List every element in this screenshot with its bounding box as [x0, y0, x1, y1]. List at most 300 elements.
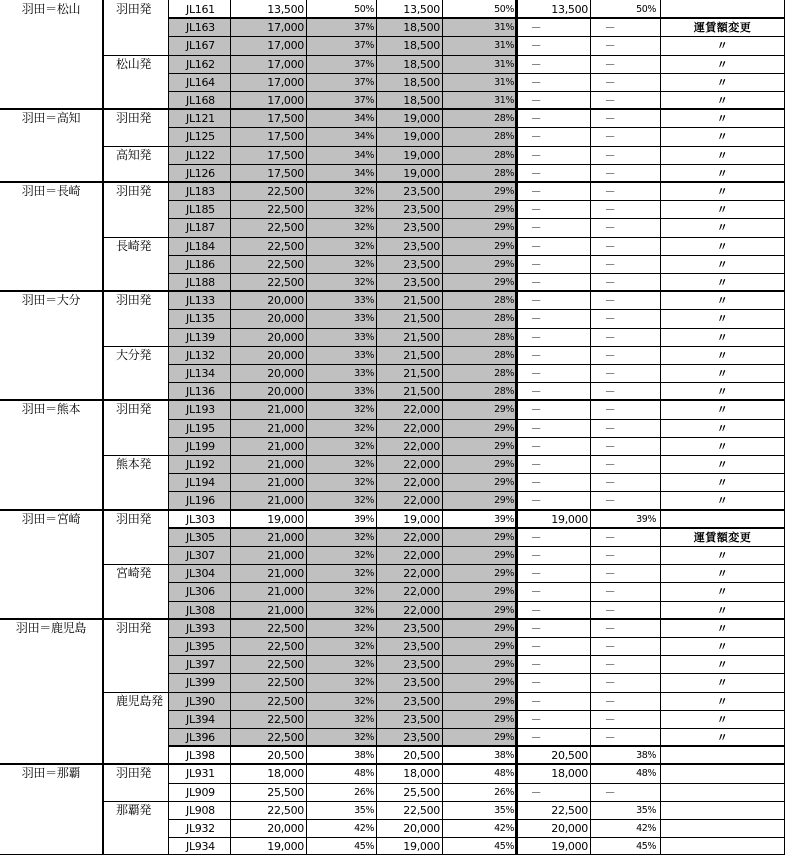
- flight-number: JL185: [186, 203, 215, 216]
- section-divider: [168, 745, 785, 747]
- route-divider: [0, 618, 785, 620]
- discount-3: －: [604, 531, 616, 544]
- ditto-mark: 〃: [716, 349, 729, 362]
- fare-1: 17,000: [267, 39, 304, 52]
- fare-3: －: [530, 494, 542, 507]
- fare-2: 19,000: [403, 112, 440, 125]
- fare-3: 19,000: [551, 840, 588, 853]
- discount-2: 38%: [494, 750, 514, 761]
- fare-3: －: [530, 221, 542, 234]
- fare-2: 25,500: [403, 786, 440, 799]
- direction-label: 羽田発: [116, 621, 152, 635]
- discount-2: 29%: [494, 495, 514, 506]
- fare-1: 20,000: [267, 822, 304, 835]
- flight-number: JL187: [186, 221, 215, 234]
- discount-2: 31%: [494, 95, 514, 106]
- fare-1: 22,500: [267, 731, 304, 744]
- column-divider: [102, 0, 104, 855]
- discount-2: 29%: [494, 550, 514, 561]
- fare-1: 20,000: [267, 367, 304, 380]
- fare-2: 22,000: [403, 494, 440, 507]
- row-divider: [168, 637, 785, 638]
- fare-2: 21,500: [403, 367, 440, 380]
- fare-1: 22,500: [267, 676, 304, 689]
- ditto-mark: 〃: [716, 112, 729, 125]
- discount-3: －: [604, 294, 616, 307]
- fare-2: 23,500: [403, 676, 440, 689]
- discount-1: 32%: [354, 477, 374, 488]
- route-label: 羽田＝那覇: [21, 766, 81, 780]
- section-divider: [168, 17, 785, 19]
- discount-3: －: [604, 494, 616, 507]
- ditto-mark: 〃: [716, 130, 729, 143]
- discount-3: －: [604, 567, 616, 580]
- ditto-mark: 〃: [716, 622, 729, 635]
- column-divider: [168, 0, 169, 855]
- discount-1: 37%: [354, 77, 374, 88]
- flight-number: JL932: [186, 822, 215, 835]
- flight-number: JL168: [186, 94, 215, 107]
- flight-number: JL161: [186, 3, 215, 16]
- direction-label: 羽田発: [116, 512, 152, 526]
- discount-1: 32%: [354, 659, 374, 670]
- discount-2: 29%: [494, 459, 514, 470]
- route-label: 羽田＝鹿児島: [15, 621, 87, 635]
- row-divider: [168, 710, 785, 711]
- fare-2: 23,500: [403, 731, 440, 744]
- fare-3: 18,000: [551, 767, 588, 780]
- fare-3: －: [530, 367, 542, 380]
- fare-1: 21,000: [267, 440, 304, 453]
- discount-3: －: [604, 731, 616, 744]
- fare-3: －: [530, 422, 542, 435]
- row-divider: [168, 491, 785, 492]
- discount-2: 29%: [494, 568, 514, 579]
- direction-label: 那覇発: [116, 803, 152, 817]
- discount-3: －: [604, 21, 616, 34]
- fare-1: 20,500: [267, 749, 304, 762]
- fare-3: －: [530, 294, 542, 307]
- discount-2: 31%: [494, 77, 514, 88]
- fare-3: －: [530, 549, 542, 562]
- discount-2: 31%: [494, 40, 514, 51]
- discount-3: －: [604, 112, 616, 125]
- discount-2: 28%: [494, 131, 514, 142]
- fare-3: 22,500: [551, 804, 588, 817]
- ditto-mark: 〃: [716, 312, 729, 325]
- discount-2: 29%: [494, 586, 514, 597]
- flight-number: JL303: [186, 513, 215, 526]
- fare-2: 23,500: [403, 640, 440, 653]
- discount-1: 32%: [354, 550, 374, 561]
- direction-label: 羽田発: [116, 184, 152, 198]
- flight-number: JL908: [186, 804, 215, 817]
- ditto-mark: 〃: [716, 76, 729, 89]
- discount-3: －: [604, 39, 616, 52]
- flight-number: JL399: [186, 676, 215, 689]
- flight-number: JL394: [186, 713, 215, 726]
- discount-1: 32%: [354, 696, 374, 707]
- fare-1: 21,000: [267, 531, 304, 544]
- flight-number: JL396: [186, 731, 215, 744]
- ditto-mark: 〃: [716, 367, 729, 380]
- direction-label: 鹿児島発: [116, 694, 163, 708]
- column-divider: [306, 0, 307, 855]
- discount-3: －: [604, 221, 616, 234]
- fare-3: －: [530, 622, 542, 635]
- direction-label: 大分発: [116, 348, 152, 362]
- row-divider: [168, 728, 785, 729]
- flight-number: JL306: [186, 585, 215, 598]
- fare-1: 17,000: [267, 94, 304, 107]
- flight-number: JL121: [186, 112, 215, 125]
- route-divider: [0, 181, 785, 183]
- ditto-mark: 〃: [716, 185, 729, 198]
- fare-1: 17,000: [267, 76, 304, 89]
- ditto-mark: 〃: [716, 167, 729, 180]
- row-divider: [168, 164, 785, 165]
- fare-1: 21,000: [267, 604, 304, 617]
- flight-number: JL199: [186, 440, 215, 453]
- column-divider: [660, 0, 661, 855]
- ditto-mark: 〃: [716, 58, 729, 71]
- fare-2: 18,500: [403, 76, 440, 89]
- fare-1: 21,000: [267, 422, 304, 435]
- flight-number: JL931: [186, 767, 215, 780]
- discount-2: 28%: [494, 295, 514, 306]
- discount-3: －: [604, 786, 616, 799]
- row-divider: [102, 692, 785, 693]
- discount-2: 28%: [494, 350, 514, 361]
- fare-2: 18,500: [403, 21, 440, 34]
- discount-1: 26%: [354, 787, 374, 798]
- fare-1: 22,500: [267, 185, 304, 198]
- flight-number: JL139: [186, 331, 215, 344]
- discount-3: －: [604, 604, 616, 617]
- direction-label: 羽田発: [116, 111, 152, 125]
- fare-3: －: [530, 385, 542, 398]
- fare-3: －: [530, 21, 542, 34]
- discount-2: 28%: [494, 168, 514, 179]
- ditto-mark: 〃: [716, 94, 729, 107]
- fare-3: －: [530, 531, 542, 544]
- fare-change-note: 運賃額変更: [693, 531, 752, 544]
- discount-1: 32%: [354, 423, 374, 434]
- fare-change-note: 運賃額変更: [693, 21, 752, 34]
- discount-3: －: [604, 713, 616, 726]
- discount-2: 50%: [494, 4, 514, 15]
- fare-3: －: [530, 58, 542, 71]
- flight-number: JL186: [186, 258, 215, 271]
- fare-1: 20,000: [267, 349, 304, 362]
- fare-1: 21,000: [267, 494, 304, 507]
- discount-3: －: [604, 658, 616, 671]
- fare-2: 23,500: [403, 185, 440, 198]
- fare-2: 22,000: [403, 567, 440, 580]
- discount-3: －: [604, 167, 616, 180]
- fare-3: －: [530, 167, 542, 180]
- row-divider: [168, 655, 785, 656]
- fare-2: 23,500: [403, 221, 440, 234]
- discount-1: 50%: [354, 4, 374, 15]
- route-label: 羽田＝高知: [21, 111, 81, 125]
- ditto-mark: 〃: [716, 294, 729, 307]
- discount-1: 32%: [354, 605, 374, 616]
- discount-1: 33%: [354, 313, 374, 324]
- discount-1: 32%: [354, 204, 374, 215]
- discount-2: 31%: [494, 22, 514, 33]
- discount-2: 26%: [494, 787, 514, 798]
- row-divider: [168, 328, 785, 329]
- ditto-mark: 〃: [716, 549, 729, 562]
- fare-3: －: [530, 567, 542, 580]
- discount-2: 42%: [494, 823, 514, 834]
- row-divider: [168, 255, 785, 256]
- discount-3: 48%: [636, 768, 656, 779]
- ditto-mark: 〃: [716, 331, 729, 344]
- ditto-mark: 〃: [716, 385, 729, 398]
- fare-2: 19,000: [403, 513, 440, 526]
- discount-3: －: [604, 185, 616, 198]
- discount-1: 34%: [354, 150, 374, 161]
- discount-1: 39%: [354, 514, 374, 525]
- fare-3: －: [530, 240, 542, 253]
- ditto-mark: 〃: [716, 713, 729, 726]
- fare-3: －: [530, 112, 542, 125]
- discount-1: 37%: [354, 22, 374, 33]
- route-label: 羽田＝大分: [21, 293, 81, 307]
- fare-2: 19,000: [403, 130, 440, 143]
- ditto-mark: 〃: [716, 149, 729, 162]
- fare-3: －: [530, 130, 542, 143]
- fare-3: －: [530, 604, 542, 617]
- discount-1: 33%: [354, 386, 374, 397]
- fare-1: 21,000: [267, 458, 304, 471]
- row-divider: [102, 55, 785, 56]
- fare-2: 21,500: [403, 312, 440, 325]
- discount-1: 32%: [354, 259, 374, 270]
- direction-label: 松山発: [116, 57, 152, 71]
- flight-number: JL135: [186, 312, 215, 325]
- discount-3: －: [604, 403, 616, 416]
- fare-2: 23,500: [403, 203, 440, 216]
- flight-number: JL195: [186, 422, 215, 435]
- discount-3: －: [604, 585, 616, 598]
- discount-1: 32%: [354, 222, 374, 233]
- discount-3: －: [604, 422, 616, 435]
- fare-1: 21,000: [267, 585, 304, 598]
- flight-number: JL934: [186, 840, 215, 853]
- row-divider: [102, 237, 785, 238]
- fare-1: 22,500: [267, 640, 304, 653]
- fare-3: 20,500: [551, 749, 588, 762]
- fare-1: 21,000: [267, 476, 304, 489]
- ditto-mark: 〃: [716, 203, 729, 216]
- fare-3: －: [530, 39, 542, 52]
- discount-2: 29%: [494, 204, 514, 215]
- discount-1: 35%: [354, 805, 374, 816]
- row-divider: [168, 673, 785, 674]
- fare-2: 20,500: [403, 749, 440, 762]
- row-divider: [168, 200, 785, 201]
- fare-3: －: [530, 695, 542, 708]
- fare-2: 18,500: [403, 58, 440, 71]
- discount-1: 33%: [354, 368, 374, 379]
- fare-1: 17,000: [267, 21, 304, 34]
- discount-2: 29%: [494, 696, 514, 707]
- discount-3: 45%: [636, 841, 656, 852]
- discount-3: －: [604, 385, 616, 398]
- direction-label: 羽田発: [116, 402, 152, 416]
- discount-3: －: [604, 676, 616, 689]
- discount-3: －: [604, 695, 616, 708]
- row-divider: [168, 36, 785, 37]
- fare-1: 21,000: [267, 567, 304, 580]
- discount-1: 34%: [354, 131, 374, 142]
- discount-3: －: [604, 76, 616, 89]
- fare-3: －: [530, 731, 542, 744]
- discount-3: －: [604, 622, 616, 635]
- discount-3: －: [604, 94, 616, 107]
- discount-3: －: [604, 349, 616, 362]
- ditto-mark: 〃: [716, 403, 729, 416]
- fare-2: 22,500: [403, 804, 440, 817]
- discount-1: 32%: [354, 495, 374, 506]
- discount-1: 37%: [354, 40, 374, 51]
- row-divider: [168, 582, 785, 583]
- fare-2: 23,500: [403, 658, 440, 671]
- ditto-mark: 〃: [716, 440, 729, 453]
- flight-number: JL390: [186, 695, 215, 708]
- row-divider: [168, 364, 785, 365]
- direction-label: 羽田発: [116, 293, 152, 307]
- fare-2: 19,000: [403, 167, 440, 180]
- direction-label: 羽田発: [116, 766, 152, 780]
- fare-1: 22,500: [267, 695, 304, 708]
- fare-1: 17,500: [267, 167, 304, 180]
- fare-2: 22,000: [403, 549, 440, 562]
- discount-1: 32%: [354, 404, 374, 415]
- fare-3: －: [530, 185, 542, 198]
- ditto-mark: 〃: [716, 695, 729, 708]
- row-divider: [168, 309, 785, 310]
- flight-number: JL183: [186, 185, 215, 198]
- discount-1: 32%: [354, 532, 374, 543]
- fare-2: 23,500: [403, 713, 440, 726]
- direction-label: 高知発: [116, 148, 152, 162]
- discount-3: －: [604, 240, 616, 253]
- flight-number: JL395: [186, 640, 215, 653]
- discount-2: 29%: [494, 277, 514, 288]
- fare-2: 21,500: [403, 294, 440, 307]
- fare-1: 22,500: [267, 804, 304, 817]
- route-divider: [0, 399, 785, 401]
- fare-3: －: [530, 640, 542, 653]
- route-divider: [0, 509, 785, 511]
- section-divider: [168, 527, 785, 529]
- discount-2: 39%: [494, 514, 514, 525]
- discount-1: 38%: [354, 750, 374, 761]
- direction-label: 長崎発: [116, 239, 152, 253]
- discount-2: 45%: [494, 841, 514, 852]
- fare-2: 20,000: [403, 822, 440, 835]
- fare-2: 22,000: [403, 531, 440, 544]
- ditto-mark: 〃: [716, 567, 729, 580]
- fare-3: 20,000: [551, 822, 588, 835]
- route-divider: [0, 290, 785, 292]
- fare-1: 22,500: [267, 622, 304, 635]
- direction-label: 宮崎発: [116, 566, 152, 580]
- fare-2: 21,500: [403, 331, 440, 344]
- discount-2: 29%: [494, 659, 514, 670]
- discount-2: 28%: [494, 150, 514, 161]
- flight-number: JL305: [186, 531, 215, 544]
- discount-1: 33%: [354, 332, 374, 343]
- fare-1: 17,500: [267, 149, 304, 162]
- ditto-mark: 〃: [716, 221, 729, 234]
- flight-number: JL909: [186, 786, 215, 799]
- discount-2: 29%: [494, 222, 514, 233]
- discount-2: 29%: [494, 477, 514, 488]
- discount-3: －: [604, 458, 616, 471]
- discount-2: 28%: [494, 332, 514, 343]
- fare-2: 22,000: [403, 403, 440, 416]
- discount-1: 32%: [354, 714, 374, 725]
- fare-2: 18,500: [403, 94, 440, 107]
- discount-1: 37%: [354, 95, 374, 106]
- fare-1: 20,000: [267, 294, 304, 307]
- flight-number: JL393: [186, 622, 215, 635]
- discount-2: 29%: [494, 241, 514, 252]
- discount-3: －: [604, 549, 616, 562]
- flight-number: JL164: [186, 76, 215, 89]
- row-divider: [168, 546, 785, 547]
- fare-2: 19,000: [403, 840, 440, 853]
- row-divider: [102, 146, 785, 147]
- flight-number: JL193: [186, 403, 215, 416]
- row-divider: [168, 218, 785, 219]
- fare-2: 21,500: [403, 349, 440, 362]
- fare-2: 22,000: [403, 422, 440, 435]
- flight-number: JL167: [186, 39, 215, 52]
- discount-1: 33%: [354, 295, 374, 306]
- fare-3: －: [530, 476, 542, 489]
- fare-3: －: [530, 149, 542, 162]
- flight-number: JL136: [186, 385, 215, 398]
- fare-1: 13,500: [267, 3, 304, 16]
- discount-1: 32%: [354, 241, 374, 252]
- row-divider: [168, 91, 785, 92]
- fare-1: 21,000: [267, 549, 304, 562]
- flight-number: JL122: [186, 149, 215, 162]
- fare-1: 21,000: [267, 403, 304, 416]
- fare-2: 18,500: [403, 39, 440, 52]
- flight-number: JL304: [186, 567, 215, 580]
- route-label: 羽田＝長崎: [21, 184, 81, 198]
- discount-2: 29%: [494, 441, 514, 452]
- discount-1: 32%: [354, 441, 374, 452]
- fare-2: 22,000: [403, 440, 440, 453]
- fare-2: 22,000: [403, 458, 440, 471]
- discount-2: 29%: [494, 623, 514, 634]
- fare-2: 22,000: [403, 585, 440, 598]
- fare-2: 22,000: [403, 604, 440, 617]
- discount-3: －: [604, 130, 616, 143]
- discount-3: －: [604, 440, 616, 453]
- ditto-mark: 〃: [716, 658, 729, 671]
- discount-2: 48%: [494, 768, 514, 779]
- ditto-mark: 〃: [716, 676, 729, 689]
